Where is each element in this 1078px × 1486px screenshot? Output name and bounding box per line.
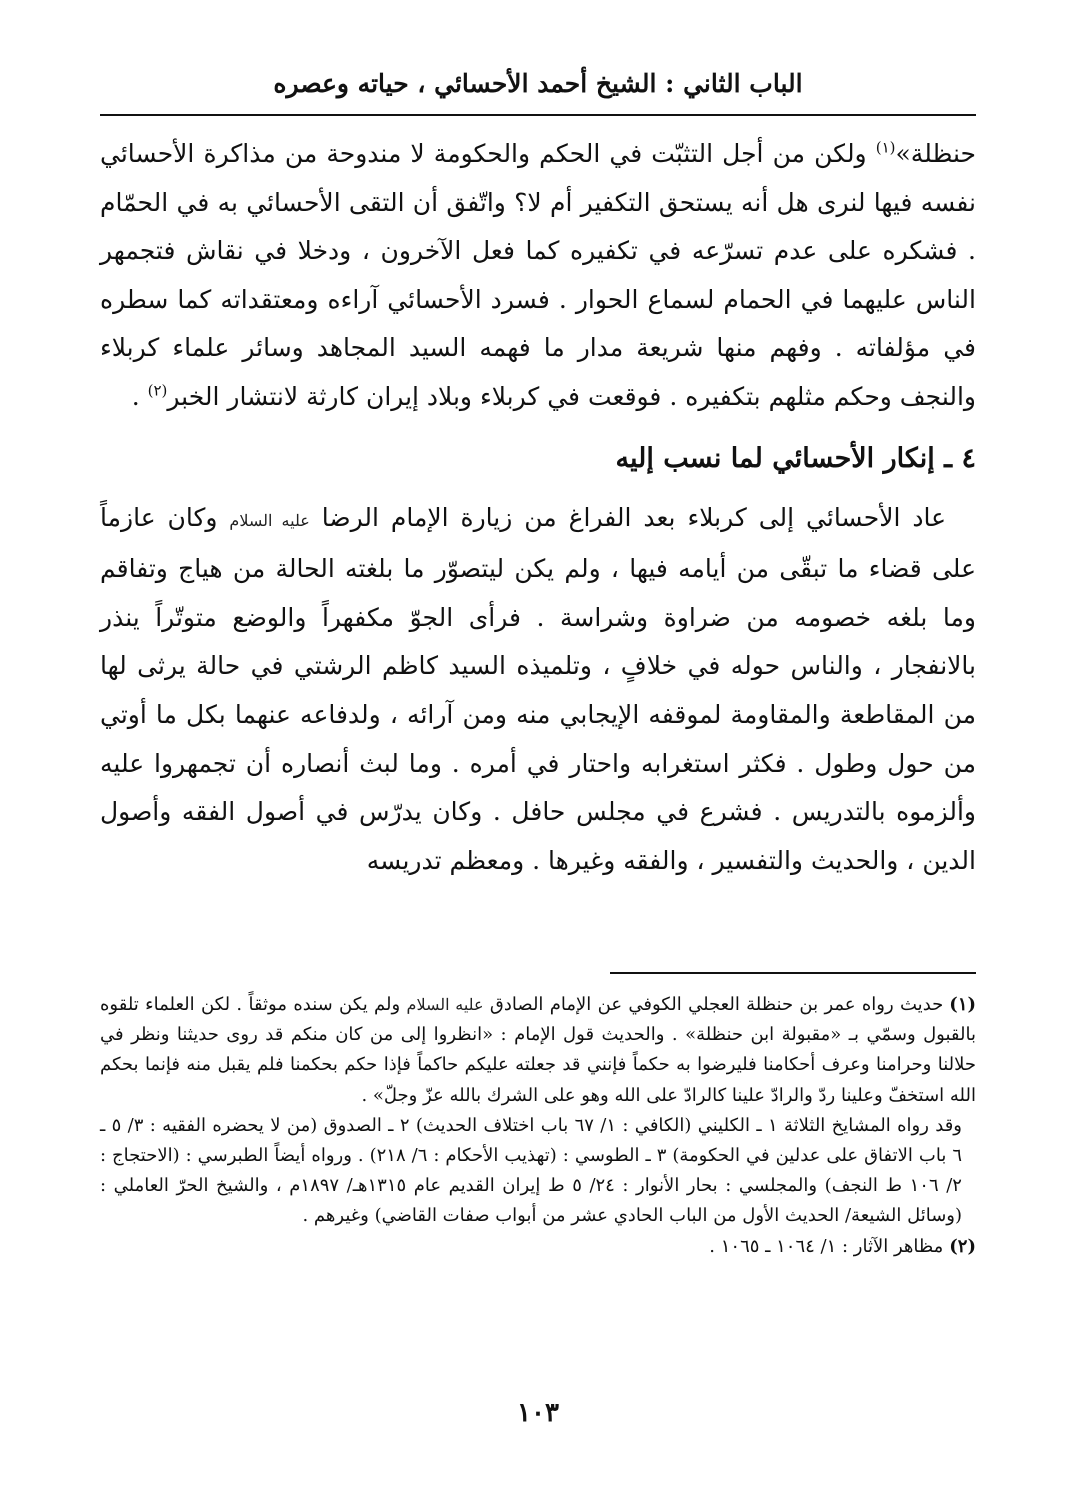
footnotes: [100, 990, 976, 1262]
paragraph-1-text: ولكن من أجل التثبّت في الحكم والحكومة لا مندوحة من مذاكرة الأحسائي نفسه فيها لنرى هل أنه يستحق التكفير أم لا؟ واتّفق أن التقى الأحسائي به في الحمّام . فشكره على عدم تسرّعه في تكفيره كما فعل الآخرون ، ودخلا في نقاش فتجمهر الناس عليهما في الحمام لسماع الحوار . فسرد الأحسائي آراءه ومعتقداته كما سطره في مؤلفاته . وفهم منها شريعة مدار ما فهمه السيد المجاهد وسائر علماء كربلاء والنجف وحكم مثلهم بتكفيره . فوقعت في كربلاء وبلاد إيران كارثة لانتشار الخبر: [100, 139, 976, 411]
paragraph-1-start: حنظلة»: [895, 139, 976, 168]
footnote-2: [100, 1232, 976, 1262]
footnote-ref-1[interactable]: (١): [875, 138, 896, 157]
footnote-1-text-a: حديث رواه عمر بن حنظلة العجلي الكوفي عن الإمام الصادق: [489, 994, 944, 1015]
honorific-glyph: عليه السلام: [229, 510, 310, 530]
footnote-1: [100, 990, 976, 1111]
page-number: ١٠٣: [517, 1398, 559, 1428]
footnote-1-text-b: ولم يكن سنده موثقاً . لكن العلماء تلقوه بالقبول وسمّي بـ «مقبولة ابن حنظلة» . والحديث قول الإمام : «انظروا إلى من كان منكم قد روى حديثنا ونظر في حلالنا وحرامنا وعرف أحكامنا فليرضوا به حكماً فإنني قد جعلته عليكم حاكماً فإذا حكم بحكمنا فلم يقبل منه فإنما بحكم الله استخفّ وعلينا ردّ والرادّ علينا كالرادّ على الله وهو على الشرك بالله عزّ وجلّ» .: [100, 994, 976, 1106]
book-page: [100, 0, 976, 1486]
footnote-rule: [610, 972, 976, 974]
paragraph-1-end: .: [131, 381, 148, 411]
footnote-2-number: (٢): [949, 1235, 976, 1257]
header-rule: [100, 114, 976, 116]
paragraph-2-start: عاد الأحسائي إلى كربلاء بعد الفراغ من زيارة الإمام الرضا: [321, 502, 946, 532]
footnote-1-sources: وقد رواه المشايخ الثلاثة ١ ـ الكليني (الكافي : ١/ ٦٧ باب اختلاف الحديث) ٢ ـ الصدوق (من لا يحضره الفقيه : ٣/ ٥ ـ ٦ باب الاتفاق على عدلين في الحكومة) ٣ ـ الطوسي : (تهذيب الأحكام : ٦/ ٢١٨) . ورواه أيضاً الطبرسي : (الاحتجاج : ٢/ ١٠٦ ط النجف) والمجلسي : بحار الأنوار : ٢٤/ ٥ ط إيران القديم عام ١٣١٥هـ/ ١٨٩٧م ، والشيخ الحرّ العاملي : (وسائل الشيعة/ الحديث الأول من الباب الحادي عشر من أبواب صفات القاضي) وغيرهم .: [100, 1114, 962, 1227]
main-text: [100, 130, 976, 885]
footnote-honorific-glyph: عليه السلام: [406, 995, 484, 1014]
paragraph-2: [100, 494, 976, 886]
footnote-2-text: مظاهر الآثار : ١/ ١٠٦٤ ـ ١٠٦٥ .: [709, 1235, 944, 1257]
running-header: الباب الثاني : الشيخ أحمد الأحسائي ، حياته وعصره: [273, 69, 803, 98]
section-heading: ٤ ـ إنكار الأحسائي لما نسب إليه: [615, 442, 976, 474]
paragraph-1: [100, 130, 976, 422]
footnote-1-number: (١): [949, 994, 977, 1015]
footnote-ref-2[interactable]: (٢): [147, 381, 168, 400]
paragraph-2-text: وكان عازماً على قضاء ما تبقّى من أيامه فيها ، ولم يكن ليتصوّر ما بلغته الحالة من هياج وتفاقم وما بلغه خصومه من ضراوة وشراسة . فرأى الجوّ مكفهراً والوضع متوتّراً ينذر بالانفجار ، والناس حوله في خلافٍ ، وتلميذه السيد كاظم الرشتي في حالة يرثى لها من المقاطعة والمقاومة لموقفه الإيجابي منه ومن آرائه ، ولدفاعه عنهما بكل ما أوتي من حول وطول . فكثر استغرابه واحتار في أمره . وما لبث أنصاره أن تجمهروا عليه وألزموه بالتدريس . فشرع في مجلس حافل . وكان يدرّس في أصول الفقه وأصول الدين ، والحديث والتفسير ، والفقه وغيرها . ومعظم تدريسه: [100, 502, 976, 875]
